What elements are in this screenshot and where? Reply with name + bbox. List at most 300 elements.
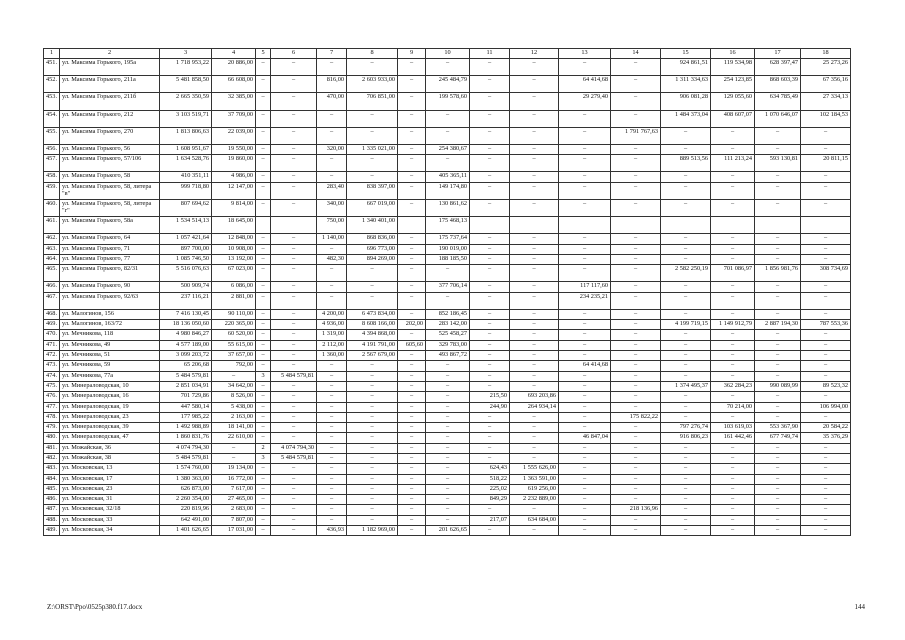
value-cell: 188 185,50: [426, 254, 470, 264]
value-cell: –: [398, 392, 426, 402]
value-cell: 1 555 626,00: [510, 464, 559, 474]
row-number: 453.: [44, 93, 60, 110]
table-row: [44, 244, 851, 254]
value-cell: 1 718 953,22: [160, 59, 212, 76]
value-cell: –: [271, 433, 317, 443]
value-cell: 10 908,00: [212, 244, 256, 254]
value-cell: –: [755, 392, 801, 402]
column-number-header: 3: [160, 49, 212, 59]
value-cell: 27 334,13: [801, 93, 851, 110]
value-cell: 3 099 203,72: [160, 351, 212, 361]
value-cell: 283 142,00: [426, 320, 470, 330]
value-cell: 237 116,21: [160, 292, 212, 309]
address-cell: ул. Московская, 13: [60, 464, 160, 474]
value-cell: 1 401 626,65: [160, 526, 212, 536]
value-cell: –: [801, 172, 851, 182]
value-cell: –: [510, 182, 559, 199]
value-cell: 701 729,86: [160, 392, 212, 402]
value-cell: –: [559, 127, 611, 144]
column-number-header: 5: [256, 49, 271, 59]
value-cell: –: [347, 412, 398, 422]
table-row: [44, 254, 851, 264]
value-cell: –: [317, 474, 347, 484]
row-number: 481.: [44, 443, 60, 453]
value-cell: 1 340 401,00: [347, 217, 398, 234]
value-cell: 12 147,00: [212, 182, 256, 199]
value-cell: –: [470, 381, 510, 391]
value-cell: –: [611, 454, 661, 464]
value-cell: –: [256, 292, 271, 309]
value-cell: 283,40: [317, 182, 347, 199]
row-number: 465.: [44, 265, 60, 282]
value-cell: –: [470, 93, 510, 110]
table-row: [44, 340, 851, 350]
value-cell: –: [711, 292, 755, 309]
address-cell: ул. Максима Горького, 77: [60, 254, 160, 264]
value-cell: –: [398, 402, 426, 412]
value-cell: –: [611, 484, 661, 494]
value-cell: –: [398, 155, 426, 172]
value-cell: 32 385,00: [212, 93, 256, 110]
table-row: [44, 443, 851, 453]
table-row: [44, 172, 851, 182]
value-cell: –: [559, 330, 611, 340]
value-cell: –: [470, 340, 510, 350]
row-number: 451.: [44, 59, 60, 76]
value-cell: –: [426, 155, 470, 172]
value-cell: –: [711, 340, 755, 350]
value-cell: –: [426, 433, 470, 443]
value-cell: –: [711, 515, 755, 525]
address-cell: ул. Малогинов, 156: [60, 309, 160, 319]
register-table: [43, 48, 851, 536]
value-cell: –: [559, 182, 611, 199]
value-cell: 202,00: [398, 320, 426, 330]
value-cell: –: [755, 292, 801, 309]
value-cell: –: [256, 199, 271, 216]
value-cell: 149 174,80: [426, 182, 470, 199]
value-cell: –: [611, 423, 661, 433]
table-row: [44, 505, 851, 515]
value-cell: 129 055,60: [711, 93, 755, 110]
value-cell: –: [470, 526, 510, 536]
value-cell: –: [510, 244, 559, 254]
value-cell: –: [611, 234, 661, 244]
row-number: 472.: [44, 351, 60, 361]
value-cell: 667 019,00: [347, 199, 398, 216]
value-cell: –: [661, 443, 711, 453]
value-cell: –: [398, 244, 426, 254]
value-cell: –: [256, 412, 271, 422]
column-number-header: 11: [470, 49, 510, 59]
value-cell: 1 319,00: [317, 330, 347, 340]
row-number: 478.: [44, 412, 60, 422]
value-cell: –: [317, 495, 347, 505]
value-cell: 990 089,99: [755, 381, 801, 391]
value-cell: 377 706,14: [426, 282, 470, 292]
value-cell: 634 684,00: [510, 515, 559, 525]
column-number-header: 1: [44, 49, 60, 59]
value-cell: 470,00: [317, 93, 347, 110]
value-cell: –: [661, 402, 711, 412]
value-cell: –: [271, 495, 317, 505]
value-cell: –: [510, 361, 559, 371]
value-cell: –: [801, 351, 851, 361]
value-cell: 916 806,23: [661, 433, 711, 443]
value-cell: 308 734,69: [801, 265, 851, 282]
value-cell: –: [426, 454, 470, 464]
value-cell: 1 608 951,67: [160, 144, 212, 154]
value-cell: –: [271, 361, 317, 371]
address-cell: ул. Минераловодская, 39: [60, 423, 160, 433]
value-cell: –: [711, 351, 755, 361]
value-cell: –: [256, 182, 271, 199]
value-cell: –: [398, 59, 426, 76]
value-cell: 254 123,85: [711, 76, 755, 93]
value-cell: 46 847,04: [559, 433, 611, 443]
value-cell: –: [256, 282, 271, 292]
value-cell: –: [611, 76, 661, 93]
value-cell: –: [711, 454, 755, 464]
value-cell: 482,30: [317, 254, 347, 264]
value-cell: –: [559, 371, 611, 381]
value-cell: –: [755, 340, 801, 350]
value-cell: –: [347, 484, 398, 494]
value-cell: –: [611, 172, 661, 182]
column-number-header: 13: [559, 49, 611, 59]
value-cell: –: [510, 412, 559, 422]
value-cell: –: [510, 423, 559, 433]
value-cell: 410 351,11: [160, 172, 212, 182]
row-number: 470.: [44, 330, 60, 340]
value-cell: –: [711, 526, 755, 536]
value-cell: 201 626,65: [426, 526, 470, 536]
value-cell: –: [426, 265, 470, 282]
value-cell: –: [271, 292, 317, 309]
value-cell: 119 534,98: [711, 59, 755, 76]
value-cell: 693 203,86: [510, 392, 559, 402]
table-row: [44, 464, 851, 474]
value-cell: –: [398, 443, 426, 453]
value-cell: 999 718,80: [160, 182, 212, 199]
value-cell: –: [801, 392, 851, 402]
value-cell: –: [510, 282, 559, 292]
value-cell: 244,90: [470, 402, 510, 412]
value-cell: –: [347, 495, 398, 505]
value-cell: –: [347, 515, 398, 525]
value-cell: –: [611, 265, 661, 282]
row-number: 473.: [44, 361, 60, 371]
value-cell: –: [271, 309, 317, 319]
row-number: 475.: [44, 381, 60, 391]
value-cell: –: [611, 282, 661, 292]
value-cell: 619 256,00: [510, 484, 559, 494]
value-cell: –: [510, 127, 559, 144]
value-cell: 436,93: [317, 526, 347, 536]
value-cell: –: [398, 309, 426, 319]
value-cell: –: [271, 402, 317, 412]
address-cell: ул. Максима Горького, 58, литера "в": [60, 182, 160, 199]
value-cell: –: [711, 309, 755, 319]
value-cell: –: [611, 309, 661, 319]
value-cell: –: [801, 443, 851, 453]
value-cell: –: [470, 505, 510, 515]
value-cell: 5 516 076,63: [160, 265, 212, 282]
value-cell: –: [470, 371, 510, 381]
value-cell: –: [755, 282, 801, 292]
column-number-header: 6: [271, 49, 317, 59]
value-cell: 2 567 679,00: [347, 351, 398, 361]
row-number: 462.: [44, 234, 60, 244]
value-cell: –: [398, 127, 426, 144]
value-cell: –: [426, 110, 470, 127]
value-cell: 1 856 981,76: [755, 265, 801, 282]
value-cell: –: [347, 423, 398, 433]
value-cell: –: [711, 244, 755, 254]
row-number: 477.: [44, 402, 60, 412]
value-cell: –: [347, 110, 398, 127]
value-cell: –: [559, 381, 611, 391]
value-cell: –: [801, 292, 851, 309]
value-cell: –: [711, 505, 755, 515]
value-cell: –: [661, 234, 711, 244]
value-cell: –: [559, 402, 611, 412]
value-cell: –: [398, 199, 426, 216]
value-cell: –: [559, 505, 611, 515]
value-cell: –: [398, 371, 426, 381]
value-cell: –: [347, 392, 398, 402]
address-cell: ул. Малогинов, 163/72: [60, 320, 160, 330]
value-cell: –: [755, 254, 801, 264]
value-cell: 90 110,00: [212, 309, 256, 319]
value-cell: –: [256, 423, 271, 433]
value-cell: –: [661, 351, 711, 361]
value-cell: –: [317, 412, 347, 422]
value-cell: –: [347, 155, 398, 172]
value-cell: –: [271, 484, 317, 494]
value-cell: 329 783,00: [426, 340, 470, 350]
row-number: 489.: [44, 526, 60, 536]
value-cell: –: [398, 93, 426, 110]
value-cell: –: [559, 515, 611, 525]
value-cell: –: [755, 464, 801, 474]
value-cell: –: [755, 361, 801, 371]
value-cell: –: [256, 526, 271, 536]
value-cell: [559, 217, 611, 234]
value-cell: –: [611, 443, 661, 453]
value-cell: –: [611, 381, 661, 391]
value-cell: –: [755, 172, 801, 182]
value-cell: –: [801, 454, 851, 464]
value-cell: –: [317, 433, 347, 443]
value-cell: –: [755, 402, 801, 412]
value-cell: –: [611, 59, 661, 76]
value-cell: –: [661, 309, 711, 319]
value-cell: 13 192,00: [212, 254, 256, 264]
value-cell: 37 657,00: [212, 351, 256, 361]
value-cell: [256, 217, 271, 234]
value-cell: 924 861,51: [661, 59, 711, 76]
value-cell: 29 279,40: [559, 93, 611, 110]
value-cell: –: [661, 244, 711, 254]
value-cell: –: [470, 59, 510, 76]
table-body: [44, 49, 851, 536]
address-cell: ул. Максима Горького, 58: [60, 172, 160, 182]
value-cell: 7 807,00: [212, 515, 256, 525]
value-cell: –: [559, 110, 611, 127]
value-cell: –: [801, 484, 851, 494]
row-number: 454.: [44, 110, 60, 127]
table-row: [44, 351, 851, 361]
value-cell: 2 683,00: [212, 505, 256, 515]
value-cell: 1 070 646,07: [755, 110, 801, 127]
value-cell: –: [559, 155, 611, 172]
address-cell: ул. Минераловодская, 47: [60, 433, 160, 443]
value-cell: –: [611, 320, 661, 330]
value-cell: 894 269,00: [347, 254, 398, 264]
value-cell: 626 873,00: [160, 484, 212, 494]
value-cell: 2: [256, 443, 271, 453]
value-cell: –: [510, 505, 559, 515]
table-row: [44, 495, 851, 505]
value-cell: –: [711, 330, 755, 340]
value-cell: –: [317, 110, 347, 127]
value-cell: 628 397,47: [755, 59, 801, 76]
value-cell: –: [398, 282, 426, 292]
value-cell: 5 484 579,81: [160, 371, 212, 381]
value-cell: 5 481 858,50: [160, 76, 212, 93]
value-cell: –: [271, 244, 317, 254]
value-cell: –: [271, 182, 317, 199]
value-cell: –: [611, 433, 661, 443]
value-cell: 1 860 831,76: [160, 433, 212, 443]
value-cell: –: [317, 515, 347, 525]
address-cell: ул. Мечникова, 77а: [60, 371, 160, 381]
value-cell: –: [510, 199, 559, 216]
value-cell: –: [801, 505, 851, 515]
value-cell: 4 074 794,30: [160, 443, 212, 453]
value-cell: –: [317, 292, 347, 309]
address-cell: ул. Максима Горького, 57/106: [60, 155, 160, 172]
row-number: 467.: [44, 292, 60, 309]
value-cell: –: [470, 127, 510, 144]
value-cell: –: [256, 464, 271, 474]
table-row: [44, 76, 851, 93]
value-cell: –: [317, 392, 347, 402]
value-cell: –: [801, 234, 851, 244]
value-cell: 1 311 334,63: [661, 76, 711, 93]
value-cell: –: [661, 254, 711, 264]
value-cell: –: [801, 526, 851, 536]
table-row: [44, 309, 851, 319]
value-cell: –: [256, 402, 271, 412]
value-cell: –: [755, 505, 801, 515]
value-cell: –: [256, 244, 271, 254]
address-cell: ул. Максима Горького, 58а: [60, 217, 160, 234]
value-cell: 807 694,62: [160, 199, 212, 216]
value-cell: 19 134,00: [212, 464, 256, 474]
value-cell: –: [256, 309, 271, 319]
value-cell: –: [559, 320, 611, 330]
value-cell: –: [661, 330, 711, 340]
value-cell: –: [661, 371, 711, 381]
table-row: [44, 474, 851, 484]
value-cell: –: [711, 474, 755, 484]
value-cell: –: [470, 172, 510, 182]
value-cell: 215,50: [470, 392, 510, 402]
row-number: 458.: [44, 172, 60, 182]
value-cell: –: [661, 282, 711, 292]
value-cell: –: [470, 309, 510, 319]
value-cell: –: [317, 155, 347, 172]
value-cell: 816,00: [317, 76, 347, 93]
value-cell: –: [426, 402, 470, 412]
value-cell: –: [801, 182, 851, 199]
value-cell: –: [559, 474, 611, 484]
value-cell: –: [510, 93, 559, 110]
value-cell: –: [398, 515, 426, 525]
row-number: 455.: [44, 127, 60, 144]
value-cell: 55 615,00: [212, 340, 256, 350]
value-cell: –: [347, 282, 398, 292]
value-cell: –: [256, 474, 271, 484]
value-cell: –: [398, 423, 426, 433]
value-cell: 2 851 034,91: [160, 381, 212, 391]
value-cell: –: [271, 155, 317, 172]
value-cell: –: [256, 155, 271, 172]
value-cell: 852 186,45: [426, 309, 470, 319]
table-row: [44, 59, 851, 76]
value-cell: –: [510, 254, 559, 264]
value-cell: –: [801, 282, 851, 292]
value-cell: 4 200,00: [317, 309, 347, 319]
value-cell: 408 607,07: [711, 110, 755, 127]
address-cell: ул. Московская, 31: [60, 495, 160, 505]
value-cell: –: [212, 443, 256, 453]
value-cell: –: [510, 443, 559, 453]
value-cell: 234 235,21: [559, 292, 611, 309]
value-cell: –: [271, 474, 317, 484]
value-cell: 25 273,26: [801, 59, 851, 76]
value-cell: –: [661, 361, 711, 371]
value-cell: –: [398, 412, 426, 422]
value-cell: 175 468,13: [426, 217, 470, 234]
value-cell: –: [755, 199, 801, 216]
value-cell: [711, 217, 755, 234]
value-cell: –: [801, 199, 851, 216]
value-cell: –: [271, 234, 317, 244]
value-cell: –: [711, 282, 755, 292]
value-cell: –: [347, 361, 398, 371]
value-cell: 161 442,46: [711, 433, 755, 443]
value-cell: 4 394 868,00: [347, 330, 398, 340]
value-cell: –: [317, 484, 347, 494]
value-cell: –: [271, 199, 317, 216]
value-cell: –: [755, 144, 801, 154]
row-number: 482.: [44, 454, 60, 464]
value-cell: –: [470, 443, 510, 453]
value-cell: –: [426, 381, 470, 391]
value-cell: –: [755, 330, 801, 340]
value-cell: –: [426, 474, 470, 484]
value-cell: [755, 217, 801, 234]
value-cell: –: [398, 110, 426, 127]
value-cell: 16 772,00: [212, 474, 256, 484]
value-cell: –: [347, 443, 398, 453]
value-cell: 1 791 767,63: [611, 127, 661, 144]
value-cell: 2 665 350,59: [160, 93, 212, 110]
table-row: [44, 526, 851, 536]
